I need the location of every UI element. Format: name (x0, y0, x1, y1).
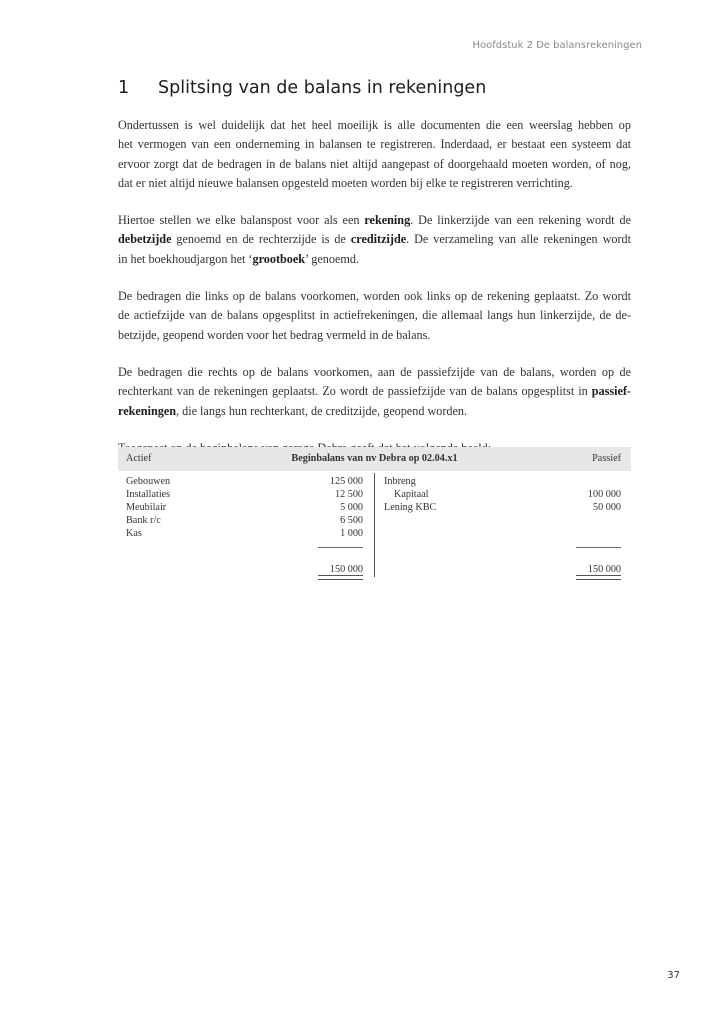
balance-header (118, 447, 631, 471)
liability-amount: 100 000 (587, 489, 621, 500)
asset-label: Gebouwen (126, 476, 171, 487)
paragraph-1 (118, 116, 631, 193)
page-number: 37 (667, 970, 680, 981)
asset-label: Kas (126, 528, 142, 539)
asset-row (126, 488, 363, 501)
text-line: betzijde, geopend worden voor het bedrag vermeld in de balans. (118, 327, 431, 342)
asset-amount: 6 500 (340, 515, 363, 526)
balance-body (118, 471, 631, 578)
term-debetzijde: debetzijde (118, 232, 172, 247)
term-creditzijde: creditzijde (350, 232, 407, 247)
asset-label: Meubilair (126, 502, 167, 513)
body-text (118, 116, 631, 476)
section-number: 1 (118, 78, 130, 98)
passief-header: Passief (592, 453, 621, 464)
term-rekeningen: rekeningen (118, 403, 177, 418)
subtotal-line-right (576, 547, 621, 548)
text-line: dat er niet altijd nieuwe balansen opgesteld moeten worden bij elke te registreren verrichting. (118, 175, 573, 190)
asset-amount: 125 000 (329, 476, 363, 487)
section-title (118, 78, 486, 98)
term-grootboek: grootboek (252, 251, 306, 266)
balance-title: Beginbalans van nv Debra op 02.04.x1 (291, 453, 458, 464)
liability-row (384, 488, 621, 501)
term-passief: passief- (591, 384, 631, 399)
paragraph-4 (118, 363, 631, 421)
running-header: Hoofdstuk 2 De balansrekeningen (472, 40, 642, 51)
asset-row (126, 475, 363, 488)
balance-sheet (118, 447, 631, 578)
asset-row (126, 527, 363, 540)
text-line: het vermogen van een onderneming in balansen te registreren. Inderdaad, er bestaat een systeem dat (118, 137, 631, 152)
text-line: de actiefzijde van de balans opgesplitst in actiefrekeningen, die allemaal langs hun linkerzijde, de de- (118, 308, 631, 323)
liability-total: 150 000 (587, 564, 621, 575)
asset-amount: 12 500 (334, 489, 363, 500)
paragraph-2 (118, 211, 631, 269)
liability-label: Kapitaal (394, 489, 429, 500)
text-line: ervoor zorgt dat de bedragen in de balans niet altijd aangepast of doorgehaald moeten worden, of nog, (118, 156, 631, 171)
text-line: De bedragen die links op de balans voorkomen, worden ook links op de rekening geplaatst. Zo wordt (118, 289, 631, 304)
liability-row (384, 501, 621, 514)
double-underline-right (576, 575, 621, 580)
text-line: rekeningen, die langs hun rechterkant, de creditzijde, geopend worden. (118, 403, 468, 418)
asset-amount: 5 000 (340, 502, 363, 513)
paragraph-3 (118, 287, 631, 345)
center-divider (374, 473, 375, 577)
text-line: Hiertoe stellen we elke balanspost voor als een rekening. De linkerzijde van een rekening wordt de (118, 213, 631, 228)
text-line: Ondertussen is wel duidelijk dat het heel moeilijk is alle documenten die een weerslag hebben op (118, 118, 631, 132)
term-rekening: rekening (364, 213, 411, 228)
double-underline-left (318, 575, 363, 580)
subtotal-line-left (318, 547, 363, 548)
asset-amount: 1 000 (340, 528, 363, 539)
asset-total: 150 000 (329, 564, 363, 575)
text-line: De bedragen die rechts op de balans voorkomen, aan de passiefzijde van de balans, worden op de (118, 364, 631, 379)
liability-label: Lening KBC (384, 502, 437, 513)
asset-row (126, 514, 363, 527)
text-line: rechterkant van de rekeningen geplaatst. Zo wordt de passiefzijde van de balans opgesplitst in passief- (118, 384, 631, 399)
section-title-text: Splitsing van de balans in rekeningen (158, 78, 487, 98)
liability-row (384, 475, 621, 488)
text-line: in het boekhoudjargon het ‘grootboek’ genoemd. (118, 251, 360, 266)
asset-row (126, 501, 363, 514)
text-line: debetzijde genoemd en de rechterzijde is de creditzijde. De verzameling van alle rekeningen wordt (118, 232, 632, 247)
actief-header: Actief (126, 453, 152, 464)
liability-label: Inbreng (384, 476, 416, 487)
liability-amount: 50 000 (592, 502, 621, 513)
asset-label: Installaties (126, 489, 171, 500)
asset-label: Bank r/c (126, 515, 161, 526)
